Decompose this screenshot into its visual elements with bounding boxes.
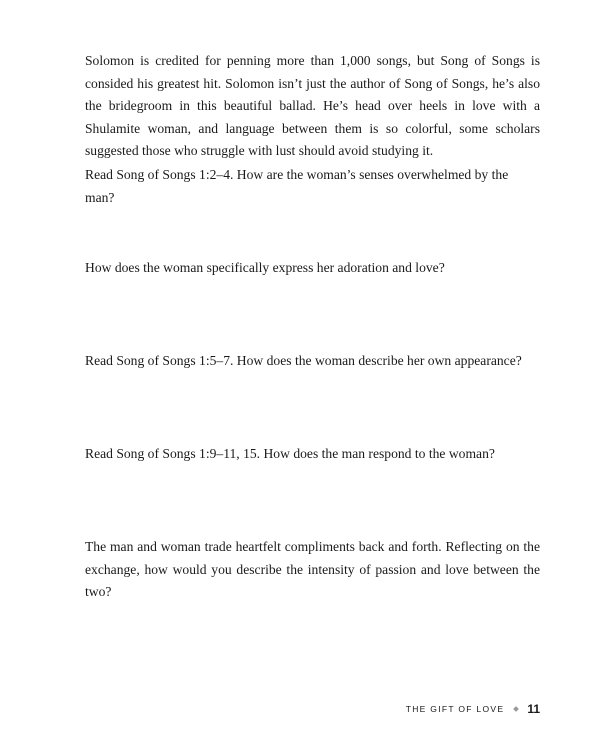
page-number: 11 [527,702,540,716]
question-5: The man and woman trade heartfelt compliments back and forth. Reflecting on the exchange, how would you describe the intensity of passion and love between the two? [85,539,540,599]
running-title: THE GIFT OF LOVE [405,704,505,714]
question-2: How does the woman specifically express her adoration and love? [85,260,445,275]
question-1: Read Song of Songs 1:2–4. How are the woman’s senses overwhelmed by the man? [85,167,509,205]
question-4: Read Song of Songs 1:9–11, 15. How does the man respond to the woman? [85,446,495,461]
diamond-separator-icon [513,706,519,712]
intro-paragraph: Solomon is credited for penning more than 1,000 songs, but Song of Songs is consided his greatest hit. Solomon isn’t just the author of Song of Songs, he’s also the bridegroom in this beautiful ballad. He’s head over heels in love with a Shulamite woman, and language between them is so colorful, some scholars suggested those who struggle with lust should avoid studying it. [85,53,540,158]
question-3: Read Song of Songs 1:5–7. How does the woman describe her own appearance? [85,353,522,368]
page-footer [406,702,540,716]
